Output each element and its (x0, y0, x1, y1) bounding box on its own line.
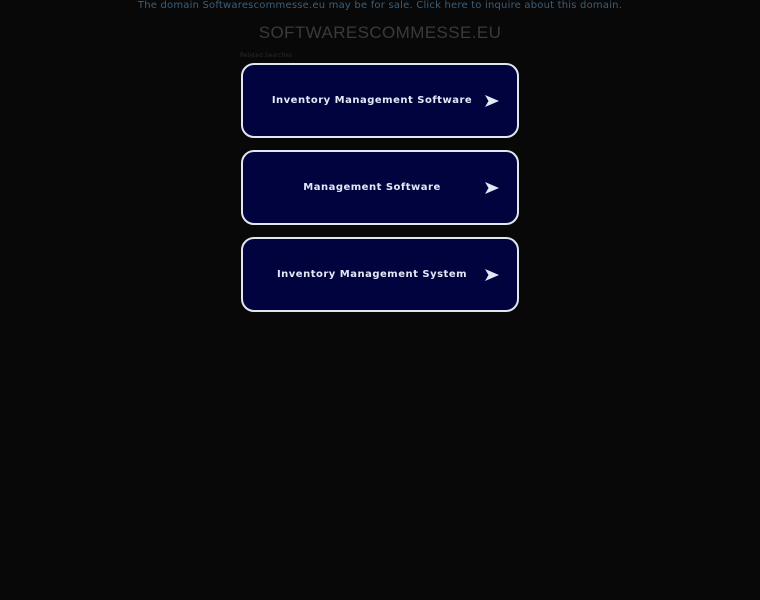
related-searches-label: Related Searches (240, 52, 293, 59)
arrow-right-icon (485, 269, 499, 281)
link-management-software[interactable] (241, 150, 519, 225)
arrow-right-icon (485, 95, 499, 107)
domain-title: SOFTWARESCOMMESSE.EU (258, 23, 502, 42)
related-links-list (241, 63, 519, 324)
link-label: Management Software (303, 182, 441, 193)
domain-sale-banner-link[interactable]: The domain Softwarescommesse.eu may be for sale. Click here to inquire about this domain. (137, 0, 623, 11)
link-label: Inventory Management Software (271, 95, 473, 106)
link-inventory-management-system[interactable] (241, 237, 519, 312)
arrow-right-icon (485, 182, 499, 194)
link-inventory-management-software[interactable] (241, 63, 519, 138)
link-label: Inventory Management System (276, 269, 468, 280)
